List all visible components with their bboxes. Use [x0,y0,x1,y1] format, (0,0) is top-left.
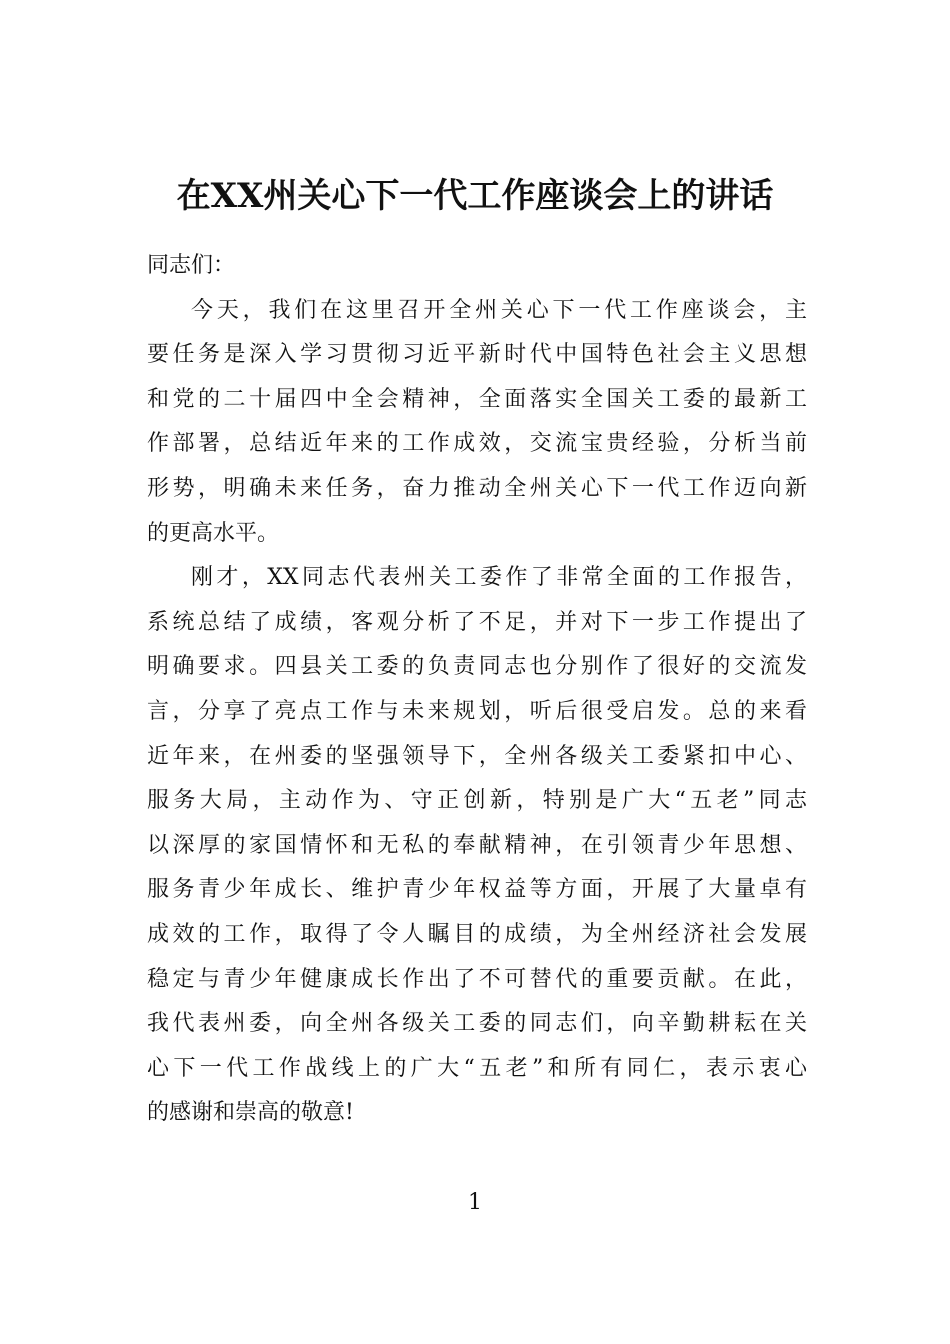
paragraph-line: 言，分享了亮点工作与未来规划，听后很受启发。总的来看 [147,698,807,724]
paragraph-line: 心下一代工作战线上的广大“五老”和所有同仁，表示衷心 [147,1055,807,1081]
paragraph-line: 今天，我们在这里召开全州关心下一代工作座谈会，主 [191,297,807,323]
paragraph-line: 以深厚的家国情怀和无私的奉献精神，在引领青少年思想、 [147,832,807,858]
paragraph-line: 近年来，在州委的坚强领导下，全州各级关工委紧扣中心、 [147,743,807,769]
paragraph-line: 作部署，总结近年来的工作成效，交流宝贵经验，分析当前 [147,431,807,457]
paragraph-line: 要任务是深入学习贯彻习近平新时代中国特色社会主义思想 [147,342,807,368]
paragraph-line: 形势，明确未来任务，奋力推动全州关心下一代工作迈向新 [147,475,807,501]
page-number: 1 [468,1190,482,1215]
paragraph-line: 我代表州委，向全州各级关工委的同志们，向辛勤耕耘在关 [147,1011,807,1037]
paragraph-line: 成效的工作，取得了令人瞩目的成绩，为全州经济社会发展 [147,921,807,947]
paragraph-line: 和党的二十届四中全会精神，全面落实全国关工委的最新工 [147,386,807,412]
paragraph [147,556,807,1136]
paragraph-line: 的更高水平。 [147,520,280,546]
paragraph-line: 服务大局，主动作为、守正创新，特别是广大“五老”同志 [147,788,807,814]
paragraph-line: 的感谢和崇高的敬意! [147,1100,354,1126]
paragraphs [147,289,807,1136]
paragraph-line: 明确要求。四县关工委的负责同志也分别作了很好的交流发 [147,654,807,680]
paragraph-line: 稳定与青少年健康成长作出了不可替代的重要贡献。在此， [147,966,807,992]
paragraph-line: 服务青少年成长、维护青少年权益等方面，开展了大量卓有 [147,877,807,903]
paragraph-line: 刚才，XX同志代表州关工委作了非常全面的工作报告， [191,565,807,591]
paragraph-line: 系统总结了成绩，客观分析了不足，并对下一步工作提出了 [147,609,807,635]
document-title: 在XX州关心下一代工作座谈会上的讲话 [176,176,774,216]
document-body [147,244,807,1136]
paragraph [147,289,807,557]
salutation: 同志们： [147,253,236,278]
